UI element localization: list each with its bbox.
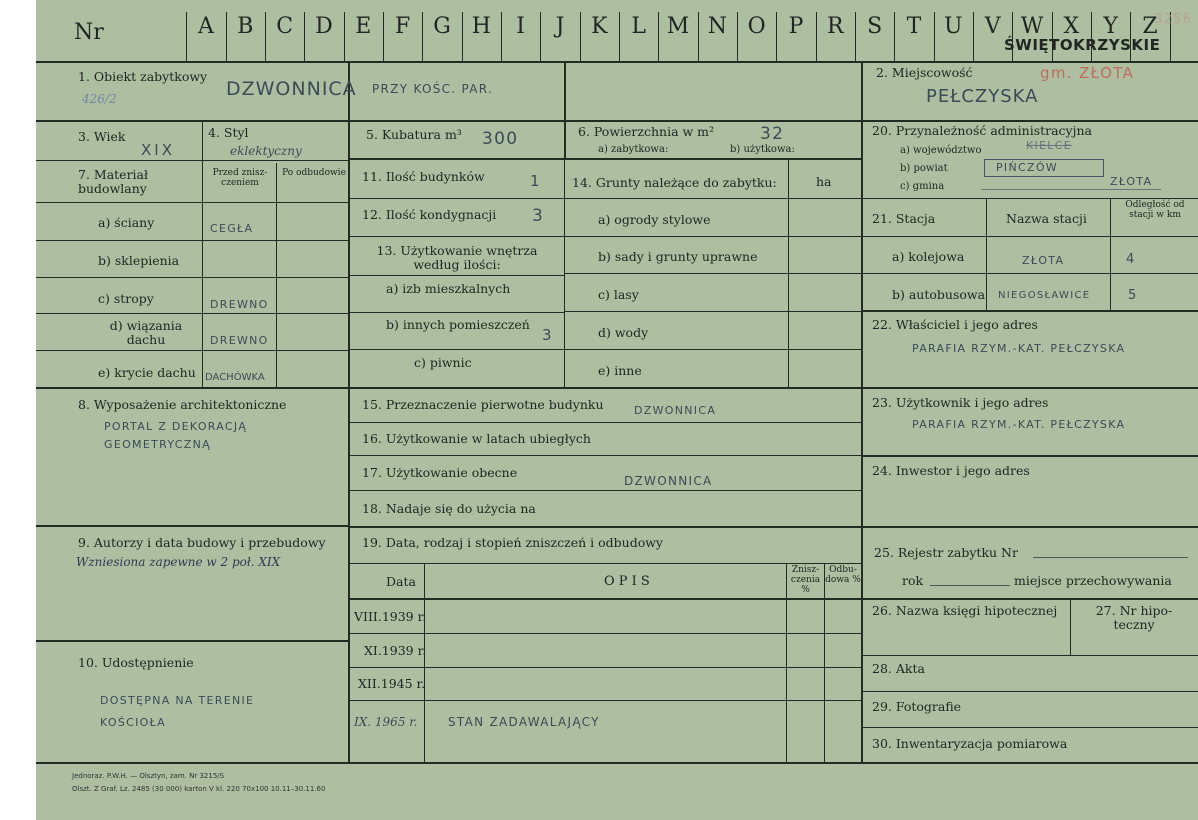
- h-rule: [862, 727, 1198, 728]
- f20-a-label: a) województwo: [900, 145, 982, 156]
- f2-label: 2. Miejscowość: [876, 65, 973, 80]
- f3-value: XIX: [141, 141, 175, 159]
- f19-col-odb: Odbu- dowa %: [825, 565, 861, 585]
- h-rule: [862, 655, 1198, 656]
- f6-label: 6. Powierzchnia w m²: [578, 124, 715, 139]
- f16-label: 16. Użytkowanie w latach ubiegłych: [362, 431, 591, 446]
- letter-divider: [816, 12, 817, 62]
- letter-r: R: [827, 14, 844, 39]
- letter-x: X: [1063, 14, 1080, 39]
- f14-unit: ha: [816, 174, 832, 189]
- f8-value2: GEOMETRYCZNĄ: [104, 438, 211, 451]
- f7-row-value: DACHÓWKA: [205, 372, 265, 383]
- letter-h: H: [471, 14, 491, 39]
- f17-label: 17. Użytkowanie obecne: [362, 465, 518, 480]
- letter-a: A: [198, 14, 214, 39]
- f13-a: a) izb mieszkalnych: [386, 281, 511, 296]
- f1-label: 1. Obiekt zabytkowy: [78, 69, 208, 84]
- letter-divider: [776, 12, 777, 62]
- letter-divider: [226, 12, 227, 62]
- f13-b-value: 3: [542, 326, 553, 344]
- f14-row: b) sady i grunty uprawne: [598, 249, 758, 264]
- f30-label: 30. Inwentaryzacja pomiarowa: [872, 736, 1068, 751]
- print-info-2: Olszt. Z Graf. Lz. 2485 (30 000) karton V kl. 220 70x100 10.11–30.11.60: [72, 785, 326, 793]
- f20-c-value: ZŁOTA: [1110, 175, 1153, 188]
- inventory-card: [36, 0, 1198, 820]
- f21-row-label: a) kolejowa: [892, 249, 965, 264]
- h-rule: [36, 240, 349, 241]
- letter-z: Z: [1142, 14, 1158, 39]
- letter-c: C: [276, 14, 294, 39]
- province-stamp: ŚWIĘTOKRZYSKIE: [1004, 36, 1161, 54]
- h-rule: [348, 120, 1198, 122]
- f9-value: Wzniesiona zapewne w 2 poł. XIX: [76, 555, 281, 569]
- letter-o: O: [747, 14, 766, 39]
- h-rule: [36, 762, 1198, 764]
- letter-divider: [186, 12, 187, 62]
- f22-label: 22. Właściciel i jego adres: [872, 317, 1038, 332]
- f29-label: 29. Fotografie: [872, 699, 962, 714]
- f7-row-label: d) wiązania dachu: [109, 318, 183, 347]
- f14-row: a) ogrody stylowe: [598, 212, 711, 227]
- letter-b: B: [237, 14, 254, 39]
- letter-s: S: [867, 14, 883, 39]
- f20-a-value: KIELCE: [1026, 139, 1072, 152]
- letter-divider: [894, 12, 895, 62]
- letter-l: L: [631, 14, 646, 39]
- f7-row-label: a) ściany: [98, 215, 155, 230]
- letter-divider: [462, 12, 463, 62]
- letter-i: I: [516, 14, 526, 39]
- f25-dotline: [1033, 557, 1188, 558]
- v-rule: [564, 160, 565, 388]
- f6-sub-a: a) zabytkowa:: [598, 144, 669, 155]
- f15-value: DZWONNICA: [634, 404, 717, 417]
- f10-label: 10. Udostępnienie: [78, 655, 194, 670]
- print-info-1: Jednoraz. P.W.H. — Olsztyn, zam. Nr 3215/S: [72, 772, 225, 780]
- f21-row-dist: 5: [1128, 288, 1138, 303]
- f25-label: 25. Rejestr zabytku Nr: [874, 545, 1018, 560]
- f11-value: 1: [530, 172, 541, 190]
- f19-row-date: IX. 1965 r.: [354, 715, 418, 729]
- letter-divider: [501, 12, 502, 62]
- letter-t: T: [906, 14, 922, 39]
- v-rule: [824, 563, 825, 763]
- f7-row-label: c) stropy: [98, 291, 154, 306]
- h-rule: [349, 526, 1198, 528]
- h-rule: [36, 313, 349, 314]
- letter-m: M: [666, 14, 690, 39]
- f3-label: 3. Wiek: [78, 129, 126, 144]
- f28-label: 28. Akta: [872, 661, 925, 676]
- f25-label2: rok: [902, 573, 924, 588]
- h-rule: [349, 275, 564, 276]
- f18-label: 18. Nadaje się do użycia na: [362, 501, 536, 516]
- f20-b-label: b) powiat: [900, 163, 948, 174]
- letter-divider: [540, 12, 541, 62]
- letter-divider: [934, 12, 935, 62]
- f24-label: 24. Inwestor i jego adres: [872, 463, 1030, 478]
- h-rule: [36, 387, 1198, 389]
- f11-label: 11. Ilość budynków: [362, 169, 485, 184]
- v-rule: [202, 120, 203, 160]
- f12-label: 12. Ilość kondygnacji: [362, 207, 497, 222]
- f6-sub-b: b) użytkowa:: [730, 144, 795, 155]
- h-rule: [349, 236, 564, 237]
- f21-row-name: ZŁOTA: [1022, 254, 1065, 267]
- h-rule: [36, 350, 349, 351]
- h-rule: [349, 312, 564, 313]
- corner-number: 3256: [1154, 12, 1193, 27]
- f13-label: 13. Użytkowanie wnętrza według ilości:: [376, 243, 538, 272]
- f25-label3: miejsce przechowywania: [1014, 573, 1172, 588]
- v-rule: [564, 63, 566, 160]
- f7-col2: Po odbudowie: [282, 168, 346, 178]
- letter-y: Y: [1103, 14, 1118, 39]
- v-rule: [788, 160, 789, 388]
- letter-divider: [265, 12, 266, 62]
- h-rule: [862, 273, 1198, 274]
- h-rule: [349, 700, 862, 701]
- h-rule: [349, 598, 862, 600]
- f7-row-value: DREWNO: [210, 334, 269, 347]
- f21-col-name: Nazwa stacji: [1006, 211, 1087, 226]
- h-rule: [349, 633, 862, 634]
- h-rule: [349, 490, 862, 491]
- f19-col-znis: Znisz- czenia %: [790, 565, 821, 595]
- f19-row-opis: STAN ZADAWALAJĄCY: [448, 715, 600, 729]
- h-rule: [564, 273, 862, 274]
- f5-value: 300: [482, 129, 519, 149]
- f10-value1: DOSTĘPNA NA TERENIE: [100, 694, 255, 707]
- letter-divider: [855, 12, 856, 62]
- letter-u: U: [944, 14, 963, 39]
- f14-row: c) lasy: [598, 287, 639, 302]
- f15-label: 15. Przeznaczenie pierwotne budynku: [362, 397, 604, 412]
- f20-c-label: c) gmina: [900, 181, 945, 192]
- h-rule: [349, 455, 862, 456]
- f13-b: b) innych pomieszczeń: [386, 317, 530, 332]
- letter-f: F: [395, 14, 411, 39]
- nr-label: Nr: [74, 20, 104, 45]
- f1-value: DZWONNICA: [226, 78, 357, 100]
- h-rule: [862, 310, 1198, 312]
- f21-row-label: b) autobusowa: [892, 287, 986, 302]
- header-bottom-rule: [36, 61, 1198, 63]
- f13-c: c) piwnic: [414, 355, 472, 370]
- f7-row-value: DREWNO: [210, 298, 269, 311]
- f19-col-data: Data: [386, 574, 416, 589]
- h-rule: [348, 158, 862, 160]
- f8-value1: PORTAL Z DEKORACJĄ: [104, 420, 248, 433]
- f6-value: 32: [760, 124, 785, 144]
- v-rule: [986, 198, 987, 310]
- f5-label: 5. Kubatura m³: [366, 127, 462, 142]
- letter-divider: [737, 12, 738, 62]
- f19-row-date: VIII.1939 r.: [354, 609, 427, 624]
- letter-divider: [658, 12, 659, 62]
- h-rule: [36, 202, 349, 203]
- h-rule: [564, 236, 862, 237]
- f17-value: DZWONNICA: [624, 474, 713, 488]
- letter-d: D: [315, 14, 333, 39]
- f26-label: 26. Nazwa księgi hipotecznej: [872, 603, 1058, 618]
- f7-row-label: b) sklepienia: [98, 253, 180, 268]
- letter-v: V: [984, 14, 1001, 39]
- f27-label: 27. Nr hipo- teczny: [1095, 603, 1173, 632]
- f7-row-label: e) krycie dachu: [98, 365, 196, 380]
- f19-label: 19. Data, rodzaj i stopień zniszczeń i odbudowy: [362, 535, 663, 550]
- letter-divider: [580, 12, 581, 62]
- letter-divider: [619, 12, 620, 62]
- h-rule: [349, 198, 862, 199]
- v-rule: [276, 163, 277, 388]
- f12-value: 3: [532, 206, 545, 226]
- letter-divider: [344, 12, 345, 62]
- f21-label: 21. Stacja: [872, 211, 936, 226]
- h-rule: [36, 277, 349, 278]
- f23-value: PARAFIA RZYM.-KAT. PEŁCZYSKA: [912, 418, 1126, 431]
- letter-k: K: [591, 14, 608, 39]
- f14-row: d) wody: [598, 325, 649, 340]
- h-rule: [349, 667, 862, 668]
- h-rule: [36, 525, 349, 527]
- letter-divider: [698, 12, 699, 62]
- f14-row: e) inne: [598, 363, 642, 378]
- h-rule: [862, 455, 1198, 457]
- v-rule: [424, 563, 425, 763]
- f9-label: 9. Autorzy i data budowy i przebudowy: [78, 535, 326, 550]
- v-rule: [1110, 198, 1111, 310]
- f25-dotline2: [930, 585, 1010, 586]
- h-rule: [36, 640, 349, 642]
- h-rule: [564, 349, 862, 350]
- h-rule: [564, 311, 862, 312]
- f2-value: PEŁCZYSKA: [926, 86, 1039, 107]
- f4-value: eklektyczny: [230, 144, 302, 158]
- f23-label: 23. Użytkownik i jego adres: [872, 395, 1049, 410]
- letter-divider: [383, 12, 384, 62]
- f7-row-value: CEGŁA: [210, 222, 254, 235]
- f2-gmina-red: gm. ZŁOTA: [1040, 64, 1135, 82]
- f19-row-date: XI.1939 r.: [364, 643, 427, 658]
- h-rule: [862, 236, 1198, 237]
- h-rule: [349, 422, 862, 423]
- letter-divider: [304, 12, 305, 62]
- f19-col-opis: O P I S: [604, 574, 650, 589]
- f14-label: 14. Grunty należące do zabytku:: [572, 175, 777, 190]
- f20-label: 20. Przynależność administracyjna: [872, 123, 1092, 138]
- f22-value: PARAFIA RZYM.-KAT. PEŁCZYSKA: [912, 342, 1126, 355]
- f1-value2: PRZY KOŚC. PAR.: [372, 82, 494, 96]
- h-rule: [349, 563, 862, 564]
- f21-col-dist: Odległość od stacji w km: [1125, 200, 1185, 220]
- f7-label: 7. Materiał budowlany: [78, 167, 149, 196]
- f1-ref: 426/2: [82, 92, 117, 106]
- h-rule: [862, 198, 1198, 199]
- h-rule: [349, 349, 564, 350]
- letter-divider: [422, 12, 423, 62]
- letter-p: P: [788, 14, 804, 39]
- f19-row-date: XII.1945 r.: [358, 676, 426, 691]
- letter-e: E: [355, 14, 372, 39]
- h-rule: [36, 120, 349, 122]
- h-rule: [36, 160, 349, 161]
- f7-col1: Przed znisz- czeniem: [212, 168, 268, 188]
- f20-b-value: PIŃCZÓW: [996, 161, 1058, 174]
- letter-n: N: [707, 14, 727, 39]
- f8-label: 8. Wyposażenie architektoniczne: [78, 397, 287, 412]
- h-rule: [862, 598, 1198, 600]
- letter-j: J: [555, 14, 565, 39]
- f21-row-dist: 4: [1126, 252, 1136, 267]
- letter-w: W: [1020, 14, 1044, 39]
- f21-row-name: NIEGOSŁAWICE: [998, 290, 1091, 301]
- v-rule: [1070, 598, 1071, 656]
- letter-divider: [973, 12, 974, 62]
- v-rule: [348, 63, 350, 763]
- v-rule: [861, 63, 863, 763]
- h-rule: [862, 691, 1198, 692]
- f4-label: 4. Styl: [208, 125, 249, 140]
- letter-g: G: [433, 14, 451, 39]
- f10-value2: KOŚCIOŁA: [100, 716, 166, 729]
- f20-c-dotline: [981, 189, 1161, 190]
